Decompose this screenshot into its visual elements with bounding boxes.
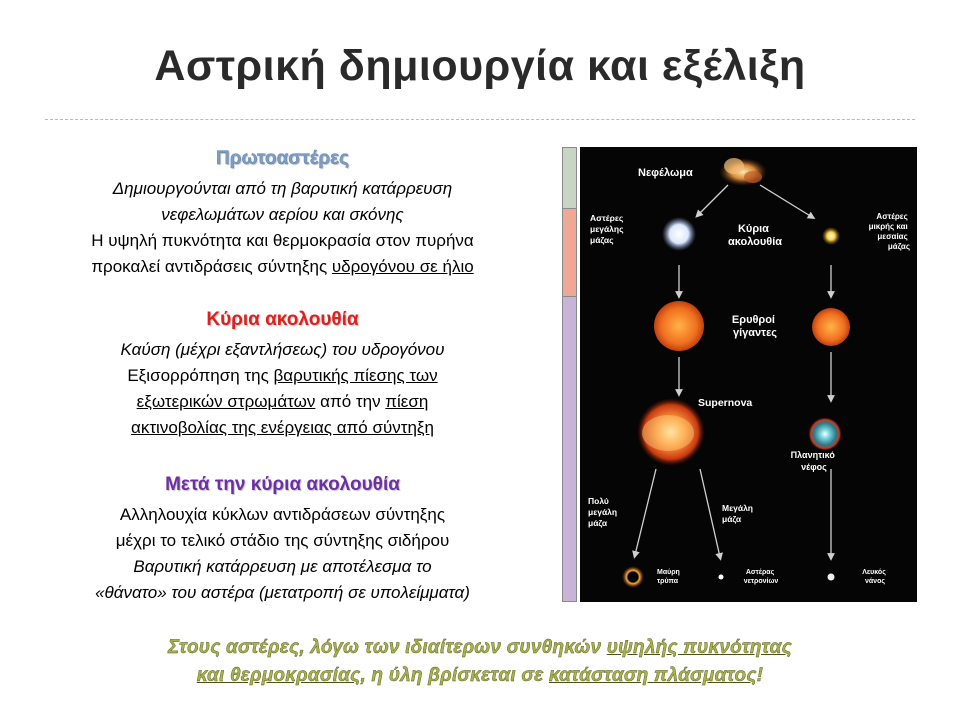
section-main-sequence: [20, 309, 545, 441]
stage-bar-protostars: [562, 147, 577, 209]
heading-main-sequence: Κύρια ακολουθία: [206, 309, 359, 330]
arrow-nebula-massive: [698, 185, 728, 215]
label-nebula: Νεφέλωμα: [638, 167, 693, 179]
main-sequence-line-3-text: από την: [315, 392, 386, 411]
stellar-evolution-diagram: [580, 147, 917, 602]
arrow-supernova-to-blackhole: [635, 469, 656, 555]
label-small-stars: Αστέρες μικρής και μεσαίας μάζας: [868, 212, 910, 251]
label-supernova: Supernova: [698, 397, 753, 409]
bottom-statement-line-1: [0, 637, 960, 659]
nebula-icon: [719, 158, 767, 186]
small-star-icon: [822, 227, 840, 245]
stage-bar-main-sequence: [562, 208, 577, 297]
bottom-text-2: , η ύλη βρίσκεται σε: [360, 665, 549, 686]
bottom-statement-line-2: [0, 665, 960, 687]
main-sequence-line-4-underlined: ακτινοβολίας της ενέργειας από σύντηξη: [131, 418, 434, 437]
supernova-icon: [637, 398, 705, 466]
post-main-sequence-line-1: Αλληλουχία κύκλων αντιδράσεων σύντηξης: [119, 505, 446, 524]
main-sequence-line-2: [20, 363, 545, 389]
planetary-nebula-icon: [808, 417, 842, 451]
protostars-line-4-underlined: υδρογόνου σε ήλιο: [331, 257, 474, 276]
label-white-dwarf: Λευκός νάνος: [862, 569, 886, 585]
main-sequence-line-3-underlined-2: πίεση: [385, 392, 429, 411]
main-sequence-line-1: Καύση (μέχρι εξαντλήσεως) του υδρογόνου: [120, 340, 445, 359]
protostars-line-1: Δημιουργούνται από τη βαρυτική κατάρρευση: [112, 179, 453, 198]
bottom-text-1: Στους αστέρες, λόγω των ιδιαίτερων συνθηκών: [168, 637, 607, 658]
arrow-supernova-to-neutron: [700, 469, 720, 557]
label-very-large-mass: Πολύ μεγάλη μάζα: [588, 496, 618, 528]
label-black-hole: Μαύρη τρύπα: [657, 569, 680, 585]
neutron-star-icon: [719, 575, 724, 580]
protostars-line-2: νεφελωμάτων αερίου και σκόνης: [161, 205, 404, 224]
main-sequence-line-2-underlined: βαρυτικής πίεσης των: [273, 366, 438, 385]
label-red-giants: Ερυθροί γίγαντες: [731, 314, 778, 339]
post-main-sequence-line-3: Βαρυτική κατάρρευση με αποτέλεσμα το: [133, 557, 432, 576]
main-sequence-line-3: [20, 389, 545, 415]
bottom-underlined-3: κατάσταση πλάσματος: [548, 665, 757, 686]
protostars-line-4: [20, 254, 545, 280]
protostars-line-3: Η υψηλή πυκνότητα και θερμοκρασία στον πυρήνα: [91, 231, 474, 250]
label-massive-stars: Αστέρες μεγάλης μάζας: [590, 213, 624, 245]
section-protostars: [20, 148, 545, 280]
post-main-sequence-line-4: «θάνατο» του αστέρα (μετατροπή σε υπολείμματα): [95, 583, 470, 602]
main-sequence-line-4: [20, 415, 545, 441]
bottom-text-3: !: [756, 665, 764, 686]
label-large-mass: Μεγάλη μάζα: [722, 503, 753, 524]
arrow-nebula-small: [760, 185, 812, 217]
heading-protostars: Πρωτοαστέρες: [216, 148, 349, 169]
red-giant-large-icon: [654, 301, 704, 351]
section-post-main-sequence: [20, 474, 545, 606]
black-hole-icon: [622, 566, 644, 588]
post-main-sequence-line-2: μέχρι το τελικό στάδιο της σύντηξης σιδήρου: [115, 531, 450, 550]
title-divider: [45, 119, 915, 120]
heading-post-main-sequence: Μετά την κύρια ακολουθία: [165, 474, 400, 495]
massive-star-icon: [662, 217, 696, 251]
main-sequence-line-2-text: Εξισορρόπηση της: [127, 366, 274, 385]
main-sequence-line-3-underlined: εξωτερικών στρωμάτων: [136, 392, 316, 411]
red-giant-small-icon: [812, 308, 850, 346]
slide-title: Αστρική δημιουργία και εξέλιξη: [154, 42, 806, 90]
bottom-underlined-2: και θερμοκρασίας: [196, 665, 361, 686]
protostars-line-4-text: προκαλεί αντιδράσεις σύντηξης: [91, 257, 332, 276]
label-main-sequence: Κύρια ακολουθία: [727, 223, 783, 248]
stage-bar-post-main-sequence: [562, 296, 577, 602]
stellar-evolution-svg: [580, 147, 917, 602]
white-dwarf-icon: [828, 574, 835, 581]
bottom-underlined-1: υψηλής πυκνότητας: [606, 637, 792, 658]
label-neutron-star: Αστέρας νετρονίων: [743, 569, 779, 585]
label-planetary-nebula: Πλανητικό νέφος: [790, 450, 835, 472]
